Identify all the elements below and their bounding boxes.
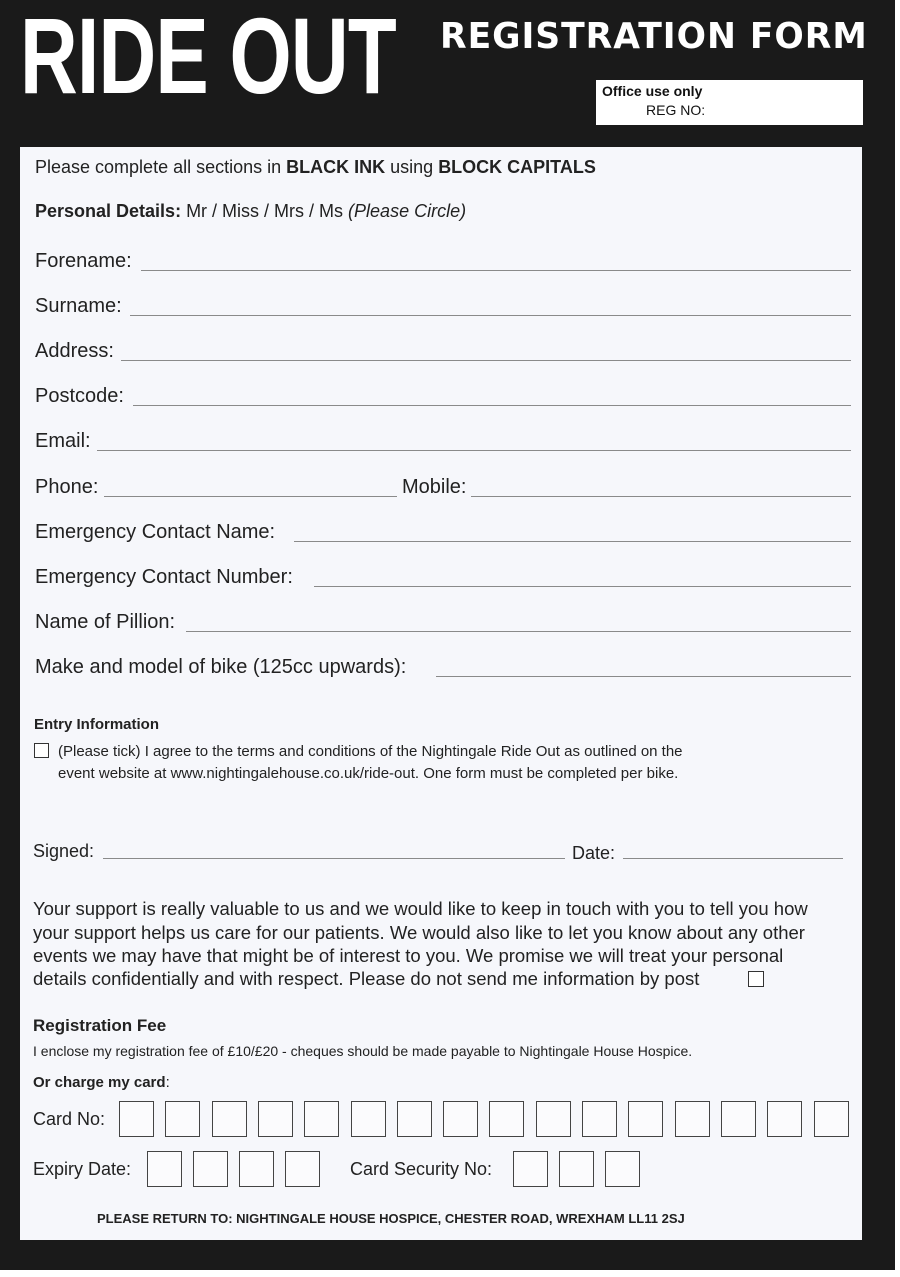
security-box[interactable] [605, 1151, 640, 1187]
address-label: Address: [35, 340, 114, 362]
card-number-box[interactable] [304, 1101, 339, 1137]
postcode-field[interactable] [133, 405, 851, 406]
instructions [35, 157, 596, 178]
support-line4: details confidentially and with respect. Please do not send me information by post [33, 968, 700, 989]
office-use-box [596, 80, 863, 125]
surname-field[interactable] [130, 315, 851, 316]
form-title: RIDE OUT [20, 0, 396, 116]
support-line3: events we may have that might be of interest to you. We promise we will treat your personal [33, 945, 784, 966]
return-address: PLEASE RETURN TO: NIGHTINGALE HOUSE HOSPICE, CHESTER ROAD, WREXHAM LL11 2SJ [97, 1211, 685, 1226]
phone-label: Phone: [35, 476, 99, 498]
emergency-number-label: Emergency Contact Number: [35, 566, 293, 588]
security-label: Card Security No: [350, 1159, 493, 1179]
postcode-label: Postcode: [35, 385, 124, 407]
card-number-box[interactable] [351, 1101, 386, 1137]
form-subtitle: REGISTRATION FORM [440, 16, 868, 57]
personal-circle-note: (Please Circle) [348, 201, 467, 221]
entry-text-line2: event website at www.nightingalehouse.co.uk/ride-out. One form must be completed per bike. [58, 765, 679, 782]
emergency-number-field[interactable] [314, 586, 851, 587]
instructions-prefix: Please complete all sections in [35, 157, 287, 177]
expiry-box[interactable] [147, 1151, 182, 1187]
personal-heading: Personal Details: [35, 201, 182, 221]
expiry-box[interactable] [239, 1151, 274, 1187]
expiry-label: Expiry Date: [33, 1159, 132, 1179]
entry-heading: Entry Information [34, 716, 160, 733]
card-number-box[interactable] [489, 1101, 524, 1137]
card-number-box[interactable] [675, 1101, 710, 1137]
personal-details [35, 201, 466, 222]
pillion-field[interactable] [186, 631, 851, 632]
security-box[interactable] [559, 1151, 594, 1187]
mobile-field[interactable] [471, 496, 851, 497]
card-number-box[interactable] [767, 1101, 802, 1137]
card-number-box[interactable] [212, 1101, 247, 1137]
card-number-box[interactable] [397, 1101, 432, 1137]
support-line2: your support helps us care for our patients. We would also like to let you know about any other [33, 922, 805, 943]
card-number-box[interactable] [165, 1101, 200, 1137]
security-box[interactable] [513, 1151, 548, 1187]
terms-checkbox[interactable] [34, 743, 49, 758]
charge-card-bold: Or charge my card [33, 1074, 166, 1091]
reg-no-label: REG NO: [646, 102, 706, 118]
card-number-box[interactable] [258, 1101, 293, 1137]
signed-field[interactable] [103, 858, 565, 859]
card-number-box[interactable] [814, 1101, 849, 1137]
card-number-box[interactable] [119, 1101, 154, 1137]
instructions-ink: BLACK INK [286, 157, 386, 177]
expiry-box[interactable] [285, 1151, 320, 1187]
card-no-label: Card No: [33, 1109, 106, 1129]
forename-label: Forename: [35, 250, 132, 272]
personal-titles[interactable]: Mr / Miss / Mrs / Ms [181, 201, 349, 221]
forename-field[interactable] [141, 270, 851, 271]
bike-field[interactable] [436, 676, 851, 677]
email-label: Email: [35, 430, 91, 452]
card-number-box[interactable] [443, 1101, 478, 1137]
emergency-name-label: Emergency Contact Name: [35, 521, 276, 543]
card-number-box[interactable] [721, 1101, 756, 1137]
charge-card-label [33, 1074, 170, 1091]
pillion-label: Name of Pillion: [35, 611, 176, 633]
phone-field[interactable] [104, 496, 397, 497]
card-number-box[interactable] [536, 1101, 571, 1137]
office-use-label: Office use only [602, 83, 703, 99]
card-number-box[interactable] [582, 1101, 617, 1137]
instructions-caps: BLOCK CAPITALS [438, 157, 596, 177]
entry-text-line1: (Please tick) I agree to the terms and conditions of the Nightingale Ride Out as outlined on the [58, 743, 683, 760]
instructions-using: using [385, 157, 439, 177]
date-field[interactable] [623, 858, 843, 859]
fee-text: I enclose my registration fee of £10/£20 - cheques should be made payable to Nightingale House Hospice. [33, 1043, 693, 1059]
card-number-box[interactable] [628, 1101, 663, 1137]
signed-label: Signed: [33, 841, 95, 861]
date-label: Date: [572, 843, 616, 863]
expiry-box[interactable] [193, 1151, 228, 1187]
no-post-checkbox[interactable] [748, 971, 764, 987]
charge-card-colon: : [165, 1074, 170, 1091]
bike-label: Make and model of bike (125cc upwards): [35, 656, 407, 678]
support-line1: Your support is really valuable to us and we would like to keep in touch with you to tell you how [33, 898, 808, 919]
emergency-name-field[interactable] [294, 541, 851, 542]
surname-label: Surname: [35, 295, 122, 317]
fee-heading: Registration Fee [33, 1016, 167, 1035]
email-field[interactable] [97, 450, 851, 451]
mobile-label: Mobile: [402, 476, 467, 498]
address-field[interactable] [121, 360, 851, 361]
